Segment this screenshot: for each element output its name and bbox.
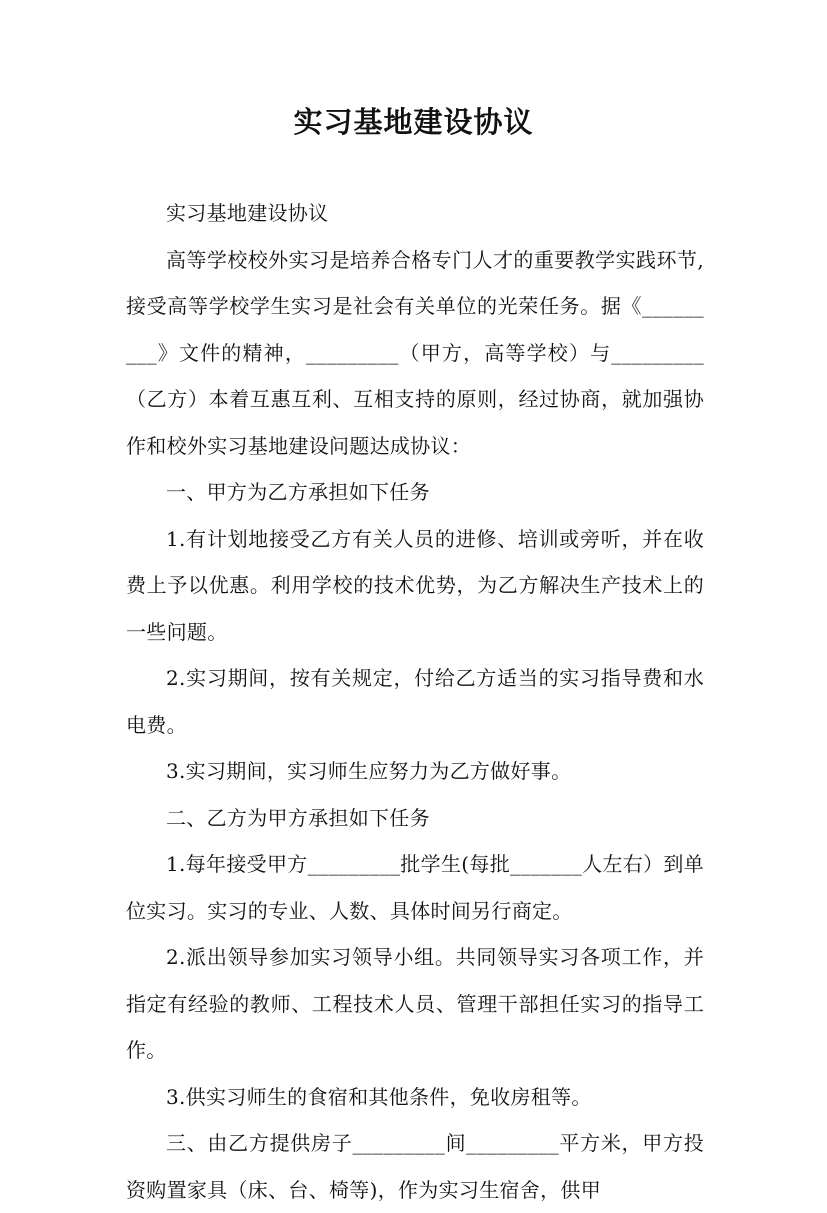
paragraph-party-a-item-3: 3.实习期间，实习师生应努力为乙方做好事。 — [166, 759, 572, 783]
paragraph-heading-repeat: 实习基地建设协议 — [166, 201, 329, 225]
section-heading-housing: 三、由乙方提供房子_________间_________平方米，甲方投资购置家具（床、台、椅等)，作为实习生宿舍，供甲 — [126, 1131, 704, 1202]
document-body — [126, 190, 704, 1213]
section-heading-party-a: 一、甲方为乙方承担如下任务 — [166, 480, 430, 504]
paragraph-intro: 高等学校校外实习是培养合格专门人才的重要教学实践环节,接受高等学校学生实习是社会有关单位的光荣任务。据《_________》文件的精神，_________（甲方，高等学校）与_________（乙方）本着互惠互利、互相支持的原则，经过协商，就加强协作和校外实习基地建设问题达成协议： — [126, 247, 704, 458]
section-heading-party-b: 二、乙方为甲方承担如下任务 — [166, 805, 430, 830]
paragraph-party-b-item-2: 2.派出领导参加实习领导小组。共同领导实习各项工作，并指定有经验的教师、工程技术人员、管理干部担任实习的指导工作。 — [126, 945, 704, 1062]
paragraph-party-b-item-1: 1.每年接受甲方_________批学生(每批_______人左右）到单位实习。实习的专业、人数、具体时间另行商定。 — [126, 852, 704, 923]
paragraph-party-a-item-1: 1.有计划地接受乙方有关人员的进修、培训或旁听，并在收费上予以优惠。利用学校的技术优势，为乙方解决生产技术上的一些问题。 — [126, 526, 704, 644]
document-title: 实习基地建设协议 — [293, 105, 534, 139]
paragraph-party-b-item-3: 3.供实习师生的食宿和其他条件，免收房租等。 — [166, 1084, 592, 1109]
paragraph-party-a-item-2: 2.实习期间，按有关规定，付给乙方适当的实习指导费和水电费。 — [126, 666, 704, 737]
